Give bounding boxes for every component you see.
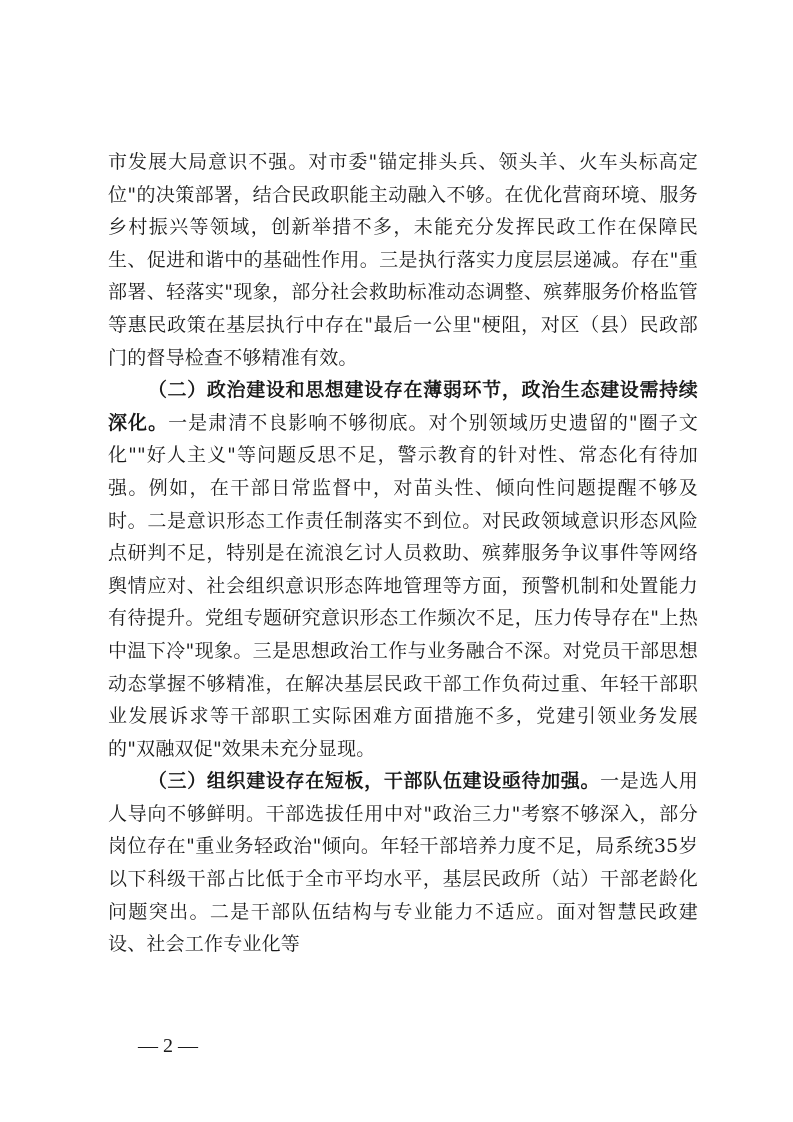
page-number: — 2 — [138, 1035, 198, 1057]
paragraph-3 [108, 765, 698, 961]
paragraph-3-heading: （三）组织建设存在短板，干部队伍建设亟待加强。 [147, 770, 601, 793]
paragraph-2 [108, 374, 698, 765]
document-body [108, 146, 698, 961]
paragraph-2-text: 一是肃清不良影响不够彻底。对个别领域历史遗留的"圈子文化""好人主义"等问题反思不足，警示教育的针对性、常态化有待加强。例如，在干部日常监督中，对苗头性、倾向性问题提醒不够及时。二是意识形态工作责任制落实不到位。对民政领域意识形态风险点研判不足，特别是在流浪乞讨人员救助、殡葬服务争议事件等网络舆情应对、社会组织意识形态阵地管理等方面，预警机制和处置能力有待提升。党组专题研究意识形态工作频次不足，压力传导存在"上热中温下冷"现象。三是思想政治工作与业务融合不深。对党员干部思想动态掌握不够精准，在解决基层民政干部工作负荷过重、年轻干部职业发展诉求等干部职工实际困难方面措施不多，党建引领业务发展的"双融双促"效果未充分显现。 [108, 411, 698, 760]
paragraph-1-text: 市发展大局意识不强。对市委"锚定排头兵、领头羊、火车头标高定位"的决策部署，结合民政职能主动融入不够。在优化营商环境、服务乡村振兴等领域，创新举措不多，未能充分发挥民政工作在保障民生、促进和谐中的基础性作用。三是执行落实力度层层递减。存在"重部署、轻落实"现象，部分社会救助标准动态调整、殡葬服务价格监管等惠民政策在基层执行中存在"最后一公里"梗阻，对区（县）民政部门的督导检查不够精准有效。 [108, 151, 698, 369]
paragraph-3-text: 一是选人用人导向不够鲜明。干部选拔任用中对"政治三力"考察不够深入，部分岗位存在"重业务轻政治"倾向。年轻干部培养力度不足，局系统35岁以下科级干部占比低于全市平均水平，基层民政所（站）干部老龄化问题突出。二是干部队伍结构与专业能力不适应。面对智慧民政建设、社会工作专业化等 [108, 770, 698, 956]
paragraph-2-heading: （二）政治建设和思想建设存在薄弱环节，政治生态建设需持续深化。 [108, 379, 698, 434]
paragraph-1 [108, 146, 698, 374]
